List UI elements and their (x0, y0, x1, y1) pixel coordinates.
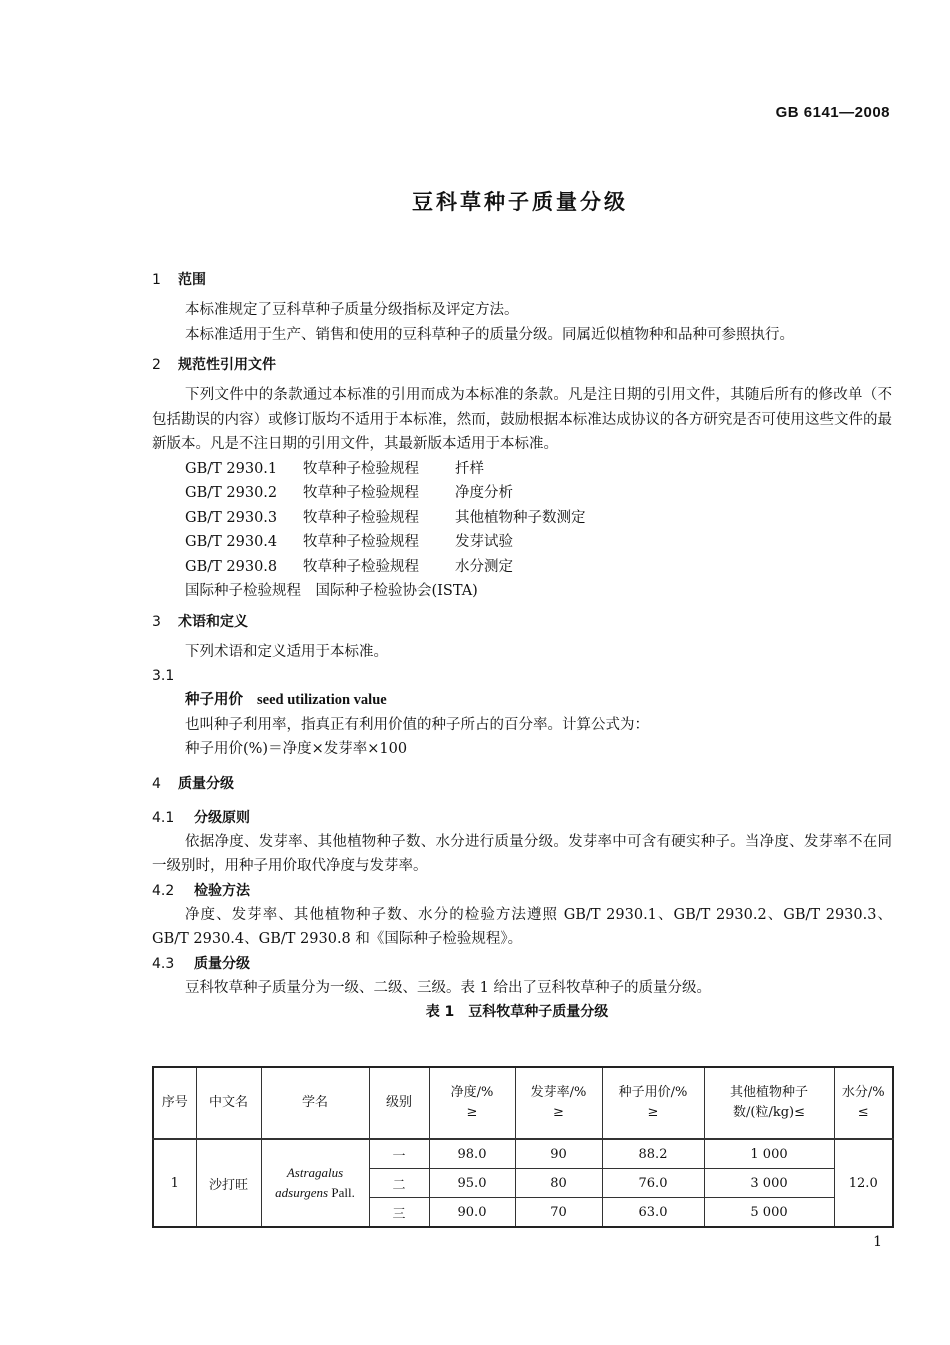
subsection-4-2-heading: 4.2 检验方法 (152, 882, 250, 899)
cell-purity: 98.0 (429, 1139, 515, 1169)
header-purity: 净度/% ≥ (429, 1067, 515, 1139)
term-entry (185, 688, 892, 713)
cell-purity: 90.0 (429, 1198, 515, 1228)
cell-purity: 95.0 (429, 1169, 515, 1198)
formula: 种子用价(%)＝净度×发芽率×100 (185, 741, 408, 757)
reference-list (185, 457, 892, 604)
cell-grade: 二 (369, 1169, 429, 1198)
header-utilization: 种子用价/% ≥ (602, 1067, 704, 1139)
cell-other-seeds: 3 000 (704, 1169, 834, 1198)
subsection-heading: 3.1 (152, 668, 175, 684)
paragraph: 本标准规定了豆科草种子质量分级指标及评定方法。 (185, 302, 519, 318)
section-number: 2 (152, 357, 161, 373)
reference-item: GB/T 2930.3 牧草种子检验规程 其他植物种子数测定 (185, 509, 586, 526)
paragraph: 下列文件中的条款通过本标准的引用而成为本标准的条款。凡是注日期的引用文件，其随后所有的修改单（不包括勘误的内容）或修订版均不适用于本标准，然而，鼓励根据本标准达成协议的各方研究是否可使用这些文件的最新版本。凡是不注日期的引用文件，其最新版本适用于本标准。 (152, 387, 892, 452)
cell-grade: 一 (369, 1139, 429, 1169)
header-no: 序号 (153, 1067, 196, 1139)
paragraph: 本标准适用于生产、销售和使用的豆科草种子的质量分级。同属近似植物种和品种可参照执行。 (185, 326, 794, 343)
cell-cn-name: 沙打旺 (196, 1139, 261, 1227)
header-sci-name: 学名 (261, 1067, 369, 1139)
section-number: 3 (152, 613, 161, 630)
cell-germination: 80 (515, 1169, 602, 1198)
section-title: 规范性引用文件 (178, 357, 276, 373)
paragraph: 下列术语和定义适用于本标准。 (185, 643, 388, 660)
cell-germination: 70 (515, 1198, 602, 1228)
subsection-4-1-heading: 4.1 分级原则 (152, 809, 250, 826)
header-grade: 级别 (369, 1067, 429, 1139)
table-header-row (153, 1067, 893, 1139)
paragraph: 豆科牧草种子质量分为一级、二级、三级。表 1 给出了豆科牧草种子的质量分级。 (185, 979, 711, 996)
definition: 也叫种子利用率，指真正有利用价值的种子所占的百分率。计算公式为： (185, 716, 649, 733)
page-number: 1 (873, 1234, 882, 1250)
section-1-heading (152, 268, 892, 292)
document-title: 豆科草种子质量分级 (412, 190, 628, 214)
header-germination: 发芽率/% ≥ (515, 1067, 602, 1139)
cell-utilization: 63.0 (602, 1198, 704, 1228)
reference-item: 国际种子检验规程 国际种子检验协会(ISTA) (185, 583, 478, 599)
section-number: 4 (152, 775, 161, 792)
subsection-4-3-heading: 4.3 质量分级 (152, 955, 250, 972)
cell-germination: 90 (515, 1139, 602, 1169)
reference-item: GB/T 2930.2 牧草种子检验规程 净度分析 (185, 485, 513, 501)
table-row (153, 1139, 893, 1169)
cell-utilization: 76.0 (602, 1169, 704, 1198)
section-2-heading (152, 353, 892, 377)
reference-item: GB/T 2930.8 牧草种子检验规程 水分测定 (185, 558, 513, 575)
section-title: 质量分级 (178, 775, 234, 792)
cell-no: 1 (153, 1139, 196, 1227)
section-title: 术语和定义 (178, 613, 248, 630)
cell-other-seeds: 5 000 (704, 1198, 834, 1228)
cell-sci-name: Astragalus adsurgens Pall. (261, 1139, 369, 1227)
section-title: 范围 (178, 272, 206, 288)
section-4-heading (152, 772, 892, 796)
standard-code: GB 6141—2008 (775, 104, 890, 121)
cell-utilization: 88.2 (602, 1139, 704, 1169)
header-other-seeds: 其他植物种子 数/(粒/kg)≤ (704, 1067, 834, 1139)
term-chinese: 种子用价 (185, 691, 243, 708)
reference-item: GB/T 2930.1 牧草种子检验规程 扦样 (185, 460, 484, 477)
cell-grade: 三 (369, 1198, 429, 1228)
table-caption: 表 1 豆科牧草种子质量分级 (425, 1004, 609, 1020)
paragraph: 净度、发芽率、其他植物种子数、水分的检验方法遵照 GB/T 2930.1、GB/T 2930.2、GB/T 2930.3、GB/T 2930.4、GB/T 2930.8 和《国际种子检验规程》。 (152, 906, 892, 947)
document-body (152, 268, 892, 1024)
header-cn-name: 中文名 (196, 1067, 261, 1139)
quality-grade-table (152, 1066, 894, 1228)
cell-moisture: 12.0 (834, 1139, 893, 1227)
term-english: seed utilization value (257, 692, 387, 708)
cell-other-seeds: 1 000 (704, 1139, 834, 1169)
paragraph: 依据净度、发芽率、其他植物种子数、水分进行质量分级。发芽率中可含有硬实种子。当净度、发芽率不在同一级别时，用种子用价取代净度与发芽率。 (152, 833, 892, 874)
header-moisture: 水分/% ≤ (834, 1067, 893, 1139)
section-3-heading (152, 610, 892, 634)
reference-item: GB/T 2930.4 牧草种子检验规程 发芽试验 (185, 534, 513, 550)
section-number: 1 (152, 272, 161, 288)
